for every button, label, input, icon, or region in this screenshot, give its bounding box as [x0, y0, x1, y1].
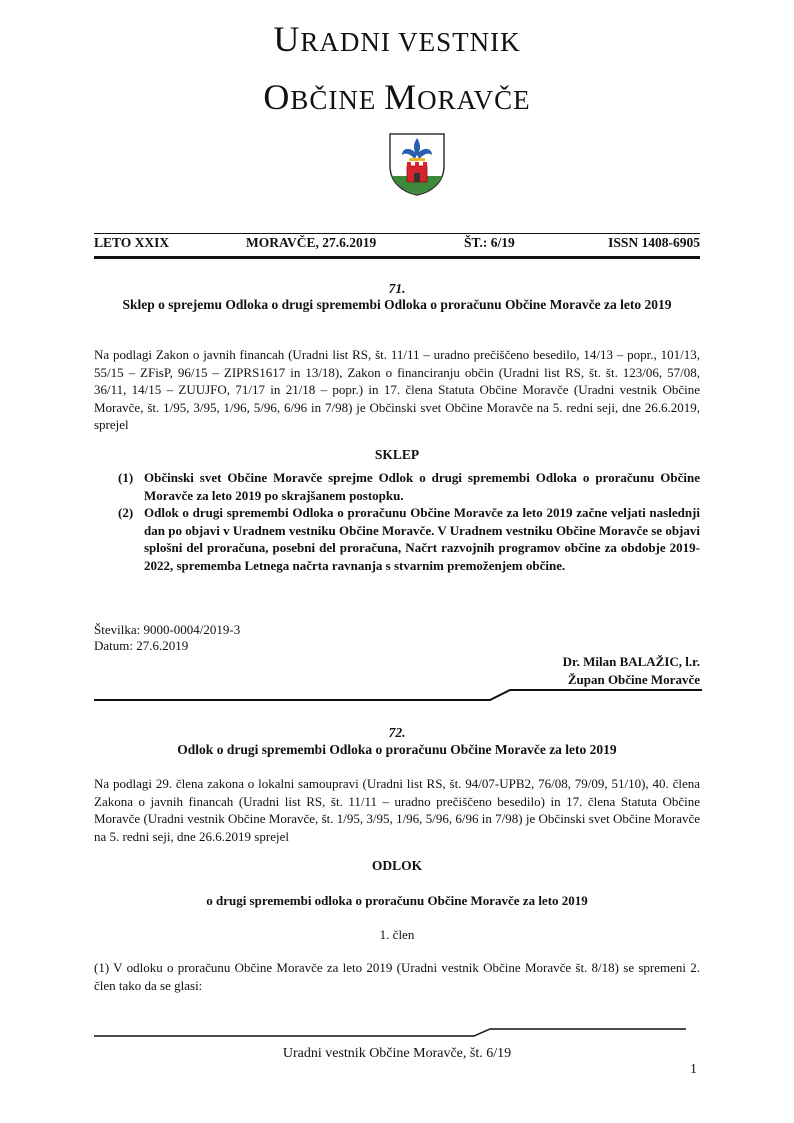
masthead-text: ORAVČE [417, 85, 531, 115]
list-item-text: Odlok o drugi spremembi Odloka o proračunu Občine Moravče za leto 2019 začne veljati naslednji dan po objavi v Uradnem vestniku Občine Moravče. V Uradnem vestniku Občine Moravče se objavi splošni del proračuna, posebni del proračuna, Načrt razvojnih programov občine za obdobje 2019-2022, sprememba Letnega načrta ravnanja s stvarnim premoženjem občine. [144, 505, 700, 573]
masthead-initial: O [263, 77, 291, 117]
volume-year: LETO XXIX [94, 235, 170, 250]
masthead-line-2 [0, 76, 794, 118]
act-preamble: Na podlagi Zakon o javnih financah (Uradni list RS, št. 11/11 – uradno prečiščeno besedilo, 14/13 – popr., 101/13, 55/15 – ZFisP, 96/15 – ZIPRS1617 in 13/18), Zakon o financiranju občin (Uradni list RS, št. št. 123/06, 57/08, 36/11, 14/15 – ZUUJFO, 71/17 in 21/18 – popr.) in 17. člena Statuta Občine Moravče (Uradni vestnik Občine Moravče, št. 1/95, 3/95, 1/96, 5/96, 6/96 in 7/98) je Občinski svet Občine Moravče na 5. redni seji, dne 26.6.2019, sprejel [94, 347, 700, 432]
page-number: 1 [690, 1062, 697, 1077]
issue-info-bar [94, 234, 700, 256]
act-number: 71. [388, 281, 406, 296]
place-date: MORAVČE, 27.6.2019 [246, 235, 377, 250]
issn: ISSN 1408-6905 [608, 235, 700, 250]
act-heading: SKLEP [374, 447, 420, 462]
act-preamble: Na podlagi 29. člena zakona o lokalni samoupravi (Uradni list RS, št. 94/07-UPB2, 76/08, 79/09, 51/10), 40. člena Zakona o javnih financah (Uradni list RS, št. 11/11 – uradno prečiščeno besedilo) in 17. člena Statuta Občine Moravče (Uradni vestnik Občine Moravče, št. 1/95, 3/95, 1/96, 5/96, 6/96 in 7/98) je Občinski svet Občine Moravče na 5. redni seji, dne 26.6.2019 sprejel [94, 776, 700, 844]
reference-number: Številka: 9000-0004/2019-3 [94, 622, 241, 637]
masthead-text: RADNI VESTNIK [300, 27, 521, 57]
municipal-crest-icon [388, 132, 446, 196]
list-item [118, 504, 700, 574]
masthead-line-1 [0, 18, 794, 60]
list-item-text: Občinski svet Občine Moravče sprejme Odlok o drugi spremembi Odloka o proračunu Občine Moravče za leto 2019 po skrajšanem postopku. [144, 470, 700, 503]
list-item [118, 469, 700, 504]
list-marker: (2) [118, 505, 134, 520]
divider [94, 256, 700, 259]
act-title: Odlok o drugi spremembi Odloka o proračunu Občine Moravče za leto 2019 [177, 742, 617, 757]
signature-block [563, 653, 700, 689]
list-marker: (1) [118, 470, 134, 485]
issue-number: ŠT.: 6/19 [464, 235, 515, 250]
footer-text: Uradni vestnik Občine Moravče, št. 6/19 [282, 1046, 512, 1061]
masthead-initial: U [273, 19, 301, 59]
document-date: Datum: 27.6.2019 [94, 638, 189, 653]
signer-title: Župan Občine Moravče [567, 672, 700, 687]
act-title: Sklep o sprejemu Odloka o drugi spremembi Odloka o proračunu Občine Moravče za leto 2019 [122, 297, 672, 312]
article-text: (1) V odloku o proračunu Občine Moravče za leto 2019 (Uradni vestnik Občine Moravče št. 8/18) se spremeni 2. člen tako da se glasi: [94, 960, 700, 993]
article-heading: 1. člen [379, 927, 415, 942]
act-heading: ODLOK [371, 858, 423, 873]
masthead-text: BČINE [290, 85, 385, 115]
act-number: 72. [388, 725, 406, 740]
section-divider [94, 688, 702, 702]
masthead-initial: M [384, 77, 418, 117]
act-subheading: o drugi spremembi odloka o proračunu Občine Moravče za leto 2019 [206, 893, 588, 908]
signer-name: Dr. Milan BALAŽIC, l.r. [562, 654, 700, 669]
footer-divider [94, 1026, 686, 1038]
resolution-list [118, 469, 700, 574]
